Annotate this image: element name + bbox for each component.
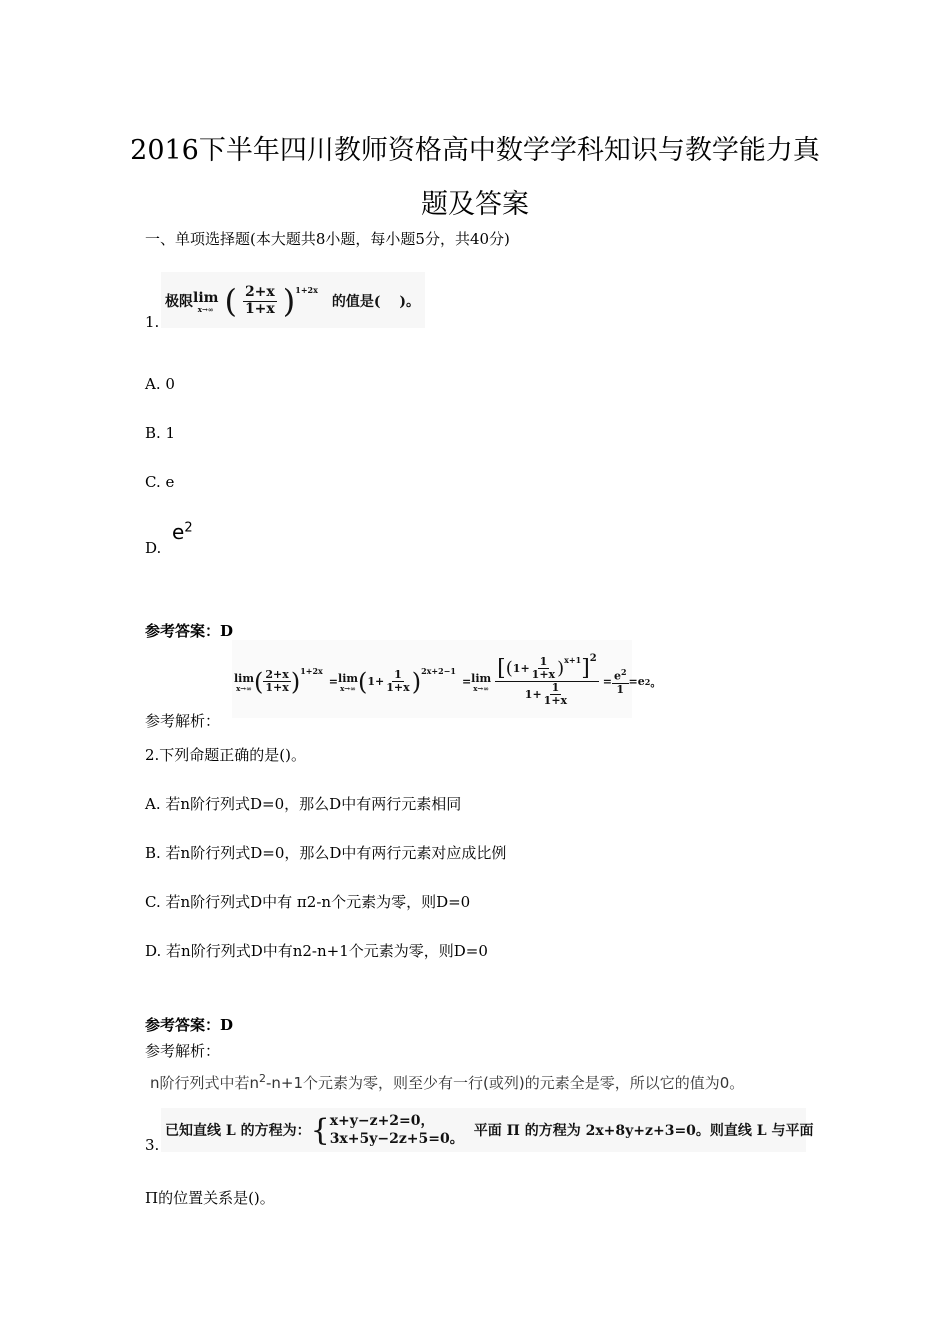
q1-img-exponent: 1+2x (295, 285, 318, 295)
q2-explanation-label: 参考解析： (145, 1042, 221, 1060)
q2-option-c: C. 若n阶行列式D中有 π2-n个元素为零，则D=0 (145, 893, 471, 911)
document-title-line2: 题及答案 (421, 189, 529, 220)
q3-stem-image: 已知直线 L 的方程为： { x+y−z+2=0， 3x+5y−2z+5=0。 平面 Π 的方程为 2x+8y+z+3=0。则直线 L 与平面 (161, 1108, 806, 1152)
q3-stem-tail: Π的位置关系是()。 (145, 1189, 275, 1207)
q2-option-d: D. 若n阶行列式D中有n2-n+1个元素为零，则D=0 (145, 942, 488, 960)
q1-option-d-label: D. (145, 539, 162, 557)
q1-explanation-label: 参考解析： (145, 712, 221, 730)
q1-img-suffix: 的值是( )。 (331, 294, 420, 310)
q1-solution-formula: lim x→∞ ( $\frac{2+x}{1+x}$ ) 1+2x = lim x→∞ ( 1+ $\frac{1}{1+x}$ ) 2x+2−1 = lim x→∞ [ ( 1+ $\frac{1}{1+x}$ ) x+1 ] 2 1+ $\frac{1}{1+x}$ = $\frac{e^2}{1}$ =e 2 。 (232, 640, 632, 718)
q1-img-lim: lim x→∞ (193, 289, 219, 314)
q2-option-b: B. 若n阶行列式D=0，那么D中有两行元素对应成比例 (145, 844, 507, 862)
q2-stem: 2.下列命题正确的是()。 (145, 746, 307, 764)
q2-answer: 参考答案：D (145, 1016, 234, 1034)
q1-img-fraction: $\frac{2+x}{1+x}$ (244, 284, 275, 317)
q2-explanation-image: n阶行列式中若$n^2-n+1$个元素为零，则至少有一行(或列)的元素全是零，所以它的值为0。 (150, 1072, 745, 1092)
q1-img-prefix: 极限 (165, 294, 193, 310)
section-heading: 一、单项选择题(本大题共8小题，每小题5分，共40分) (145, 230, 510, 248)
q1-option-d-value: $e^2$ (172, 520, 193, 544)
q1-answer: 参考答案：D (145, 622, 234, 640)
q1-stem-image: 极限 lim x→∞ ( $\frac{2+x}{1+x}$ ) 1+2x 的值是( )。 (161, 272, 425, 328)
q1-number: 1. (145, 313, 160, 331)
q1-option-a: A. 0 (145, 375, 175, 393)
q1-option-c: C. e (145, 473, 175, 491)
q1-option-b: B. 1 (145, 424, 176, 442)
q2-option-a: A. 若n阶行列式D=0，那么D中有两行元素相同 (145, 795, 462, 813)
q3-number: 3. (145, 1136, 160, 1154)
document-title-line1: 2016下半年四川教师资格高中数学学科知识与教学能力真 (130, 135, 820, 166)
